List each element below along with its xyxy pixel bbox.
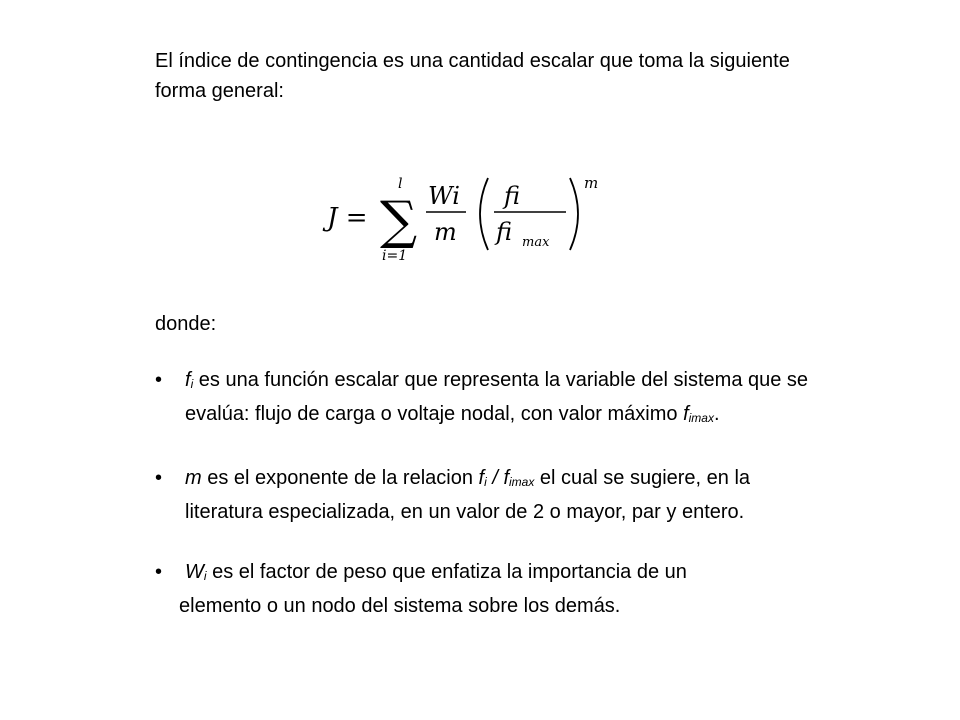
var-f: f bbox=[185, 369, 191, 391]
definition-item-w bbox=[155, 557, 815, 621]
definition-m-end: el cual se sugiere, en la literatura especializada, en un valor de 2 o mayor, par y entero. bbox=[185, 467, 751, 523]
var-w-sub: i bbox=[203, 569, 207, 583]
formula-exponent: m bbox=[584, 174, 599, 192]
formula-sum-symbol: ∑ bbox=[380, 191, 418, 251]
formula-left-paren bbox=[480, 178, 488, 250]
donde-label: donde: bbox=[155, 313, 217, 335]
definition-w-text-2: elemento o un nodo del sistema sobre los demás. bbox=[179, 595, 621, 617]
ratio-separator: / bbox=[486, 467, 504, 489]
ratio-f: f bbox=[478, 467, 485, 489]
formula-lhs: J = bbox=[327, 203, 368, 233]
definition-item-m bbox=[155, 463, 815, 527]
definition-list bbox=[155, 365, 815, 621]
intro-paragraph: El índice de contingencia es una cantidad escalar que toma la siguiente forma general: bbox=[155, 50, 790, 102]
definition-f-text: es una función escalar que representa la variable del sistema que se evalúa: flujo de carga o voltaje nodal, con valor máximo bbox=[185, 369, 809, 425]
var-f-sub: i bbox=[190, 377, 194, 391]
var-fmax-sub: imax bbox=[688, 411, 714, 425]
formula-frac1-denominator: m bbox=[434, 218, 457, 246]
contingency-index-formula bbox=[322, 168, 612, 268]
formula-frac2-denominator-sub: max bbox=[522, 235, 550, 250]
definition-item-f bbox=[155, 365, 815, 433]
bullet-icon: • bbox=[155, 561, 163, 583]
formula-sum-lower: i=1 bbox=[382, 248, 408, 264]
ratio-f-sub: i bbox=[484, 475, 487, 489]
var-fmax: f bbox=[683, 403, 689, 425]
formula-frac2-denominator: fi bbox=[496, 218, 513, 246]
formula-right-paren bbox=[570, 178, 578, 250]
ratio-fmax-sub: imax bbox=[509, 475, 535, 489]
definition-m-text: es el exponente de la relacion bbox=[201, 467, 479, 489]
formula-frac1-numerator: Wi bbox=[428, 182, 460, 210]
formula-frac2-numerator: fi bbox=[504, 182, 521, 210]
definition-f-end: . bbox=[713, 403, 720, 425]
formula-sum-upper: l bbox=[398, 176, 403, 192]
bullet-icon: • bbox=[155, 369, 163, 391]
var-m: m bbox=[185, 467, 202, 489]
bullet-icon: • bbox=[155, 467, 163, 489]
definition-w-text: es el factor de peso que enfatiza la importancia de un bbox=[206, 561, 687, 583]
ratio-fmax: f bbox=[503, 467, 509, 489]
var-w: W bbox=[185, 561, 204, 583]
